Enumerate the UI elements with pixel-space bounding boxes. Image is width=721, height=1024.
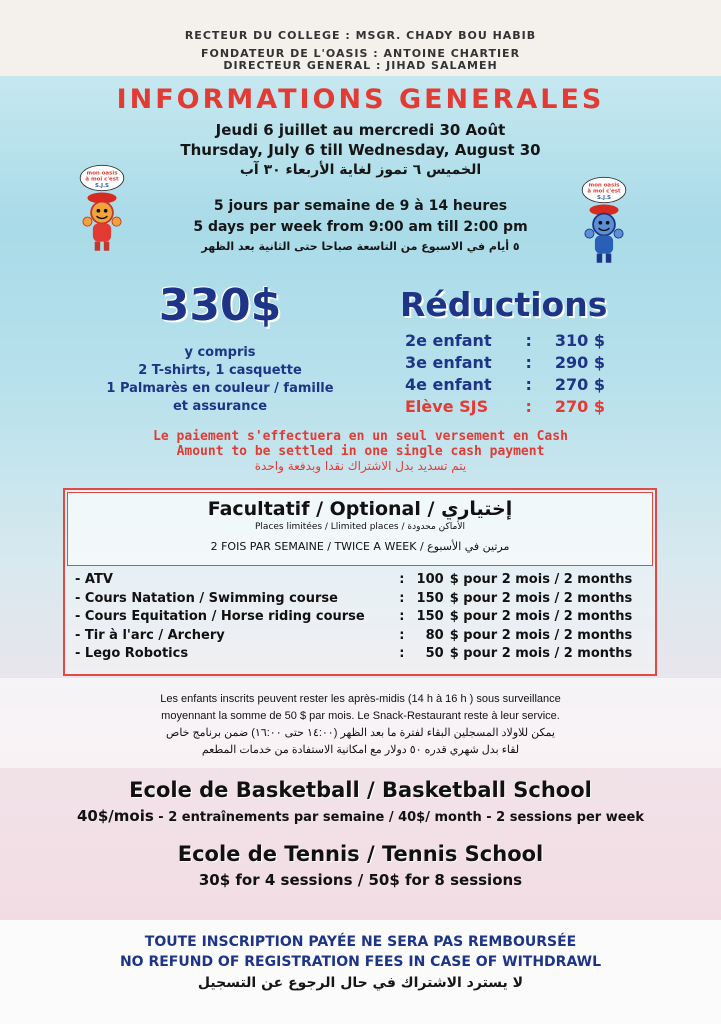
- dates-en: Thursday, July 6 till Wednesday, August 30: [180, 141, 541, 159]
- reduction-value: 310 $: [554, 331, 605, 350]
- refund-ar: لا يسترد الاشتراك في حال الرجوع عن التسجيل: [197, 975, 524, 991]
- reduction-label: 3e enfant: [405, 353, 492, 372]
- tennis-price: 30$ for 4 sessions / 50$ for 8 sessions: [198, 871, 523, 889]
- includes-line: 2 T-shirts, 1 casquette: [138, 363, 302, 378]
- includes-line: y compris: [184, 345, 256, 360]
- dates-fr: Jeudi 6 juillet au mercredi 30 Août: [215, 121, 506, 139]
- director-line: DIRECTEUR GENERAL : JIHAD SALAMEH: [223, 59, 498, 72]
- hours-fr: 5 jours par semaine de 9 à 14 heures: [213, 198, 508, 214]
- svg-text:à moi c'est: à moi c'est: [587, 188, 621, 195]
- activity-price: 150: [416, 590, 444, 606]
- activity-name: - Tir à l'arc / Archery: [75, 627, 225, 643]
- reduction-row: 2e enfant : 310 $: [405, 331, 605, 350]
- svg-text:à moi c'est: à moi c'est: [85, 176, 119, 183]
- list-item: - Lego Robotics : 50 $ pour 2 mois / 2 months: [75, 646, 645, 665]
- afternoon-note: [0, 678, 721, 768]
- afternoon-ar-2: لقاء بدل شهري قدره ٥٠ دولار مع امكانية الاستفادة من خدمات المطعم: [201, 744, 520, 756]
- optional-list: [75, 572, 645, 665]
- refund-fr: TOUTE INSCRIPTION PAYÉE NE SERA PAS REMBOURSÉE: [144, 934, 577, 950]
- activity-name: - Cours Equitation / Horse riding course: [75, 609, 365, 624]
- reductions-table: [405, 330, 605, 418]
- optional-header: [67, 492, 653, 566]
- activity-price: 150: [416, 609, 444, 624]
- svg-text:mon oasis: mon oasis: [588, 182, 620, 189]
- reduction-label: Elève SJS: [405, 397, 489, 416]
- activity-price: 80: [425, 627, 444, 643]
- reduction-label: 2e enfant: [405, 331, 492, 350]
- dates-ar: الخميس ٦ تموز لغاية الأربعاء ٣٠ آب: [239, 162, 482, 178]
- activity-unit: $ pour 2 mois / 2 months: [449, 572, 633, 587]
- footer-band: [0, 920, 721, 1024]
- basketball-title: Ecole de Basketball / Basketball School: [129, 778, 592, 802]
- activity-name: - Cours Natation / Swimming course: [75, 590, 338, 606]
- reduction-row: Elève SJS : 270 $: [405, 397, 605, 416]
- includes-line: et assurance: [172, 399, 268, 414]
- rector-line: RECTEUR DU COLLEGE : MSGR. CHADY BOU HABIB: [184, 29, 537, 42]
- reduction-value: 270 $: [554, 397, 605, 416]
- svg-text:S.J.S: S.J.S: [95, 183, 109, 190]
- reduction-value: 290 $: [554, 353, 605, 372]
- refund-en: NO REFUND OF REGISTRATION FEES IN CASE OF WITHDRAWL: [119, 954, 602, 970]
- price-includes: [80, 344, 360, 416]
- reduction-row: 3e enfant : 290 $: [405, 353, 605, 372]
- list-item: - Cours Equitation / Horse riding course : 150 $ pour 2 mois / 2 months: [75, 609, 645, 628]
- list-item: - Tir à l'arc / Archery : 80 $ pour 2 mois / 2 months: [75, 628, 645, 647]
- svg-text:mon oasis: mon oasis: [86, 170, 118, 177]
- reduction-label: 4e enfant: [405, 375, 492, 394]
- optional-title: Facultatif / Optional / إختياري: [207, 498, 513, 520]
- list-item: - ATV : 100 $ pour 2 mois / 2 months: [75, 572, 645, 591]
- reduction-row: 4e enfant : 270 $: [405, 375, 605, 394]
- payment-note: [0, 429, 721, 474]
- afternoon-fr-1: Les enfants inscrits peuvent rester les après-midis (14 h à 16 h ) sous surveillance: [160, 693, 561, 705]
- optional-frequency: 2 FOIS PAR SEMAINE / TWICE A WEEK / مرتين في الأسبوع: [210, 540, 510, 553]
- reductions-title: Réductions: [400, 285, 608, 324]
- sports-section: [0, 775, 721, 891]
- header-band: [0, 0, 721, 76]
- svg-text:S.J.S: S.J.S: [597, 195, 611, 202]
- list-item: - Cours Natation / Swimming course : 150 $ pour 2 mois / 2 months: [75, 591, 645, 610]
- basketball-price: [0, 805, 721, 829]
- activity-unit: $ pour 2 mois / 2 months: [449, 609, 633, 624]
- basketball-price-detail: - 2 entraînements par semaine / 40$/ month - 2 sessions per week: [153, 810, 645, 825]
- hours-en: 5 days per week from 9:00 am till 2:00 pm: [193, 219, 528, 235]
- activity-name: - ATV: [75, 572, 113, 587]
- hours-ar: ٥ أيام في الاسبوع من التاسعة صباحا حتى الثانية بعد الظهر: [201, 240, 520, 253]
- afternoon-ar-1: يمكن للاولاد المسجلين البقاء لفترة ما بعد الظهر (١٤:٠٠ حتى ١٦:٠٠) ضمن برنامج خاص: [166, 727, 555, 739]
- price-amount: 330$: [158, 280, 282, 331]
- payment-fr: Le paiement s'effectuera en un seul versement en Cash: [153, 429, 568, 444]
- afternoon-fr-2: moyennant la somme de 50 $ par mois. Le Snack-Restaurant reste à leur service.: [161, 710, 560, 722]
- payment-ar: يتم تسديد بدل الاشتراك نقدا وبدفعة واحدة: [254, 459, 467, 473]
- activity-price: 50: [425, 646, 444, 661]
- optional-places: Places limitées / Llimited places / الأماكن محدودة: [255, 522, 465, 532]
- activity-price: 100: [416, 572, 444, 587]
- mascot-left-icon: [70, 158, 134, 258]
- activity-unit: $ pour 2 mois / 2 months: [449, 646, 633, 661]
- includes-line: 1 Palmarès en couleur / famille: [106, 381, 334, 396]
- reduction-value: 270 $: [554, 375, 605, 394]
- basketball-price-main: 40$/mois: [76, 807, 154, 825]
- mascot-right-icon: [572, 170, 636, 270]
- tennis-title: Ecole de Tennis / Tennis School: [177, 842, 544, 866]
- activity-unit: $ pour 2 mois / 2 months: [449, 590, 633, 606]
- activity-unit: $ pour 2 mois / 2 months: [449, 627, 633, 643]
- payment-en: Amount to be settled in one single cash payment: [176, 444, 545, 459]
- activity-name: - Lego Robotics: [75, 646, 189, 661]
- founder-line: FONDATEUR DE L'OASIS : ANTOINE CHARTIER: [200, 47, 521, 60]
- page-title: INFORMATIONS GENERALES: [116, 84, 605, 115]
